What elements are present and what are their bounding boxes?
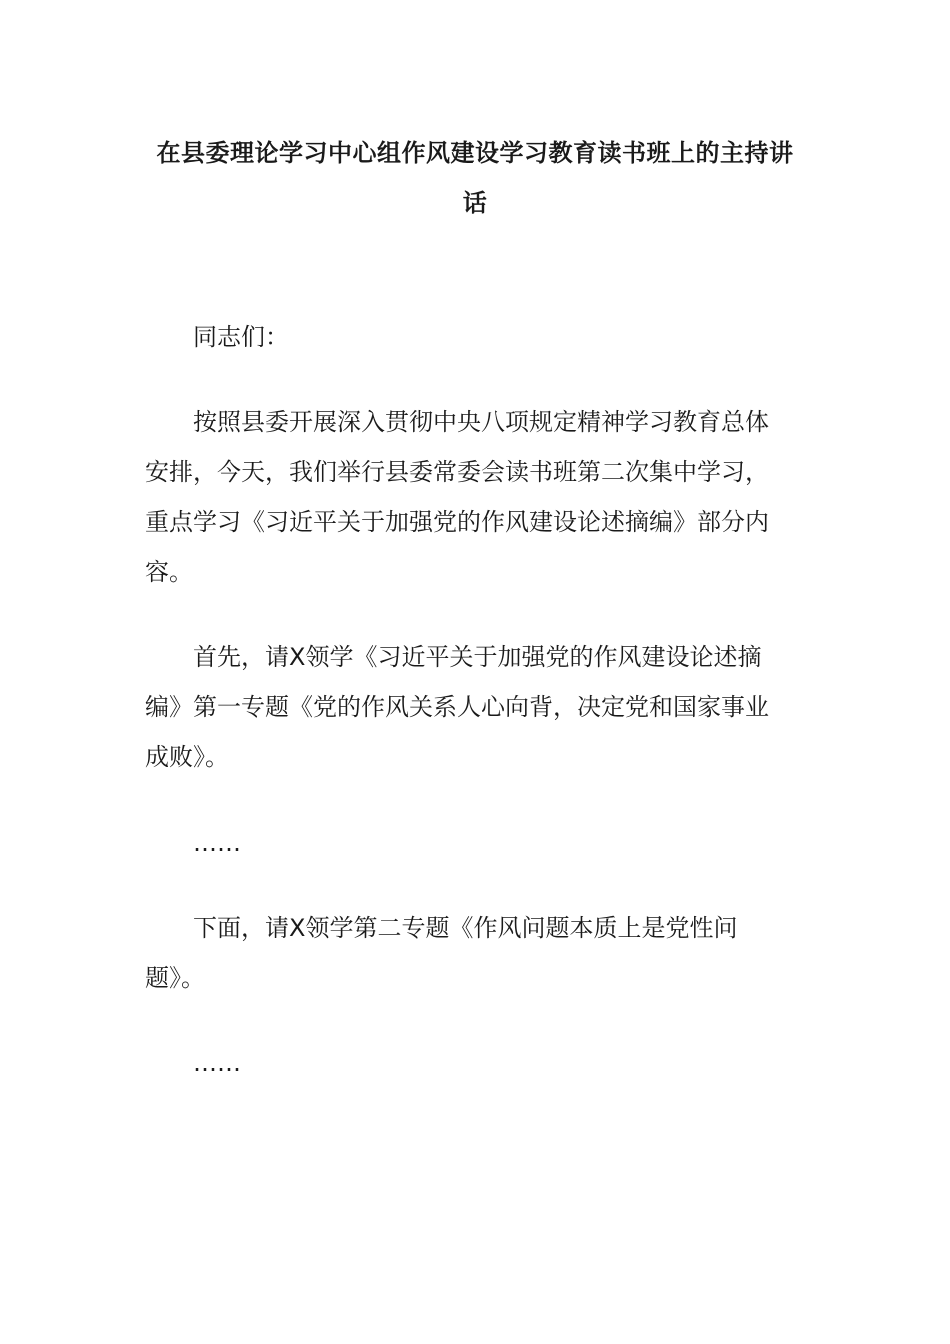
paragraph-second-topic: 下面，请X领学第二专题《作风问题本质上是党性问题》。: [145, 914, 738, 992]
paragraph-ellipsis-1: ……: [193, 829, 241, 857]
document-title: 在县委理论学习中心组作风建设学习教育读书班上的主持讲话: [156, 139, 794, 217]
paragraph-ellipsis-2: ……: [193, 1049, 241, 1077]
paragraph-intro: 按照县委开展深入贯彻中央八项规定精神学习教育总体安排，今天，我们举行县委常委会读书班第二次集中学习，重点学习《习近平关于加强党的作风建设论述摘编》部分内容。: [145, 408, 769, 586]
paragraph-first-topic: 首先，请X领学《习近平关于加强党的作风建设论述摘编》第一专题《党的作风关系人心向背，决定党和国家事业成败》。: [145, 643, 769, 771]
salutation: 同志们：: [193, 323, 289, 351]
